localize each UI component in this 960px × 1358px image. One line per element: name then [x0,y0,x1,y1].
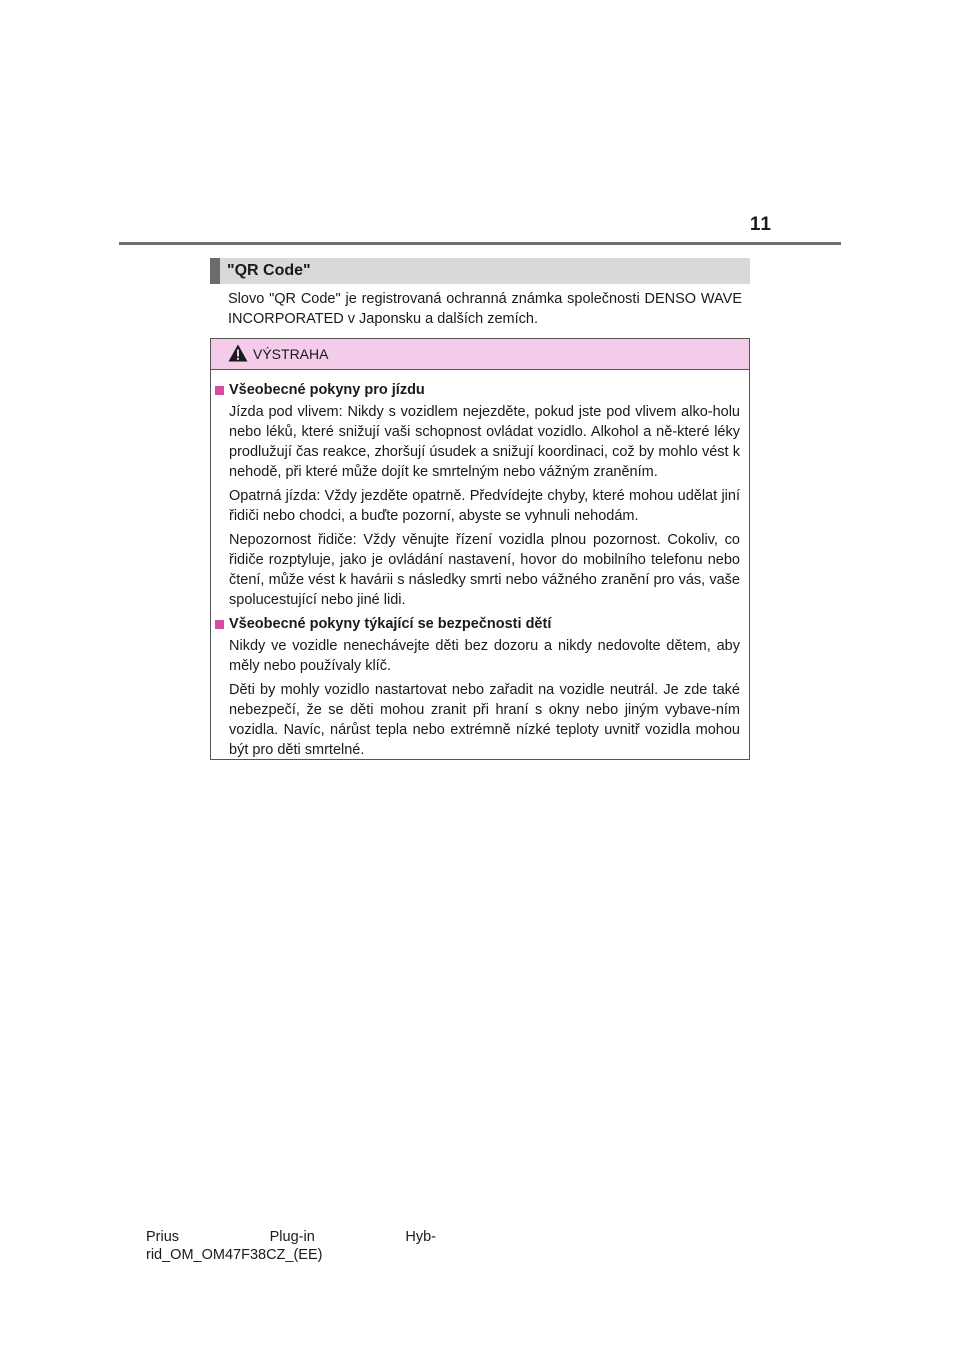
warning-group-heading [215,614,740,634]
warning-paragraph: Jízda pod vlivem: Nikdy s vozidlem nejezděte, pokud jste pod vlivem alko-holu nebo léků, které snižují vaši schopnost ovládat vozidlo. Alkohol a ně-které léky prodlužují čas reakce, zhoršují úsudek a snižují koordinaci, což by mohlo vést k nehodě, při které může dojít ke smrtelným nebo vážným zraněním. [229,404,740,480]
section-text: Slovo "QR Code" je registrovaná ochranná známka společnosti DENSO WAVE INCORPORATED v Japonsku a dalších zemích. [228,291,742,327]
warning-paragraph: Nepozornost řidiče: Vždy věnujte řízení vozidla plnou pozornost. Cokoliv, co řidiče rozptyluje, jako je ovládání nastavení, hovor do mobilního telefonu nebo čtení, může vést k havárii s následky smrti nebo vážného zranění pro vás, vaše spolucestující nebo jiné lidi. [229,532,740,608]
page-number: 11 [749,214,772,235]
footer-part: Prius [146,1229,180,1245]
warning-group-heading-text: Všeobecné pokyny pro jízdu [229,382,425,398]
footer-part: Plug-in [269,1229,315,1245]
bullet-square-icon [215,386,224,395]
warning-paragraph: Děti by mohly vozidlo nastartovat nebo zařadit na vozidle neutrál. Je zde také nebezpečí, že se děti mohou zranit při hraní s okny nebo jiným vybave-ním vozidla. Navíc, nárůst tepla nebo extrémně nízké teploty uvnitř vozidla mohou být pro děti smrtelné. [229,682,740,758]
warning-group-heading-text: Všeobecné pokyny týkající se bezpečnosti dětí [229,616,552,632]
footer [146,1228,436,1264]
warning-paragraph: Nikdy ve vozidle nenechávejte děti bez dozoru a nikdy nedovolte dětem, aby měly nebo používaly klíč. [229,638,740,674]
footer-line-2: rid_OM_OM47F38CZ_(EE) [146,1247,323,1263]
warning-group-heading [215,380,740,400]
footer-part: Hyb- [405,1229,436,1245]
warning-header [211,339,749,370]
header-rule [119,242,841,245]
bullet-square-icon [215,620,224,629]
footer-line-1 [146,1228,436,1246]
warning-triangle-icon [228,344,248,362]
warning-body [211,370,749,760]
warning-title: VÝSTRAHA [253,346,329,362]
warning-paragraph: Opatrná jízda: Vždy jezděte opatrně. Předvídejte chyby, které mohou udělat jiní řidiči nebo chodci, a buďte pozorní, abyste se vyhnuli nehodám. [229,488,740,524]
section-heading: "QR Code" [210,258,750,284]
warning-box [210,338,750,760]
